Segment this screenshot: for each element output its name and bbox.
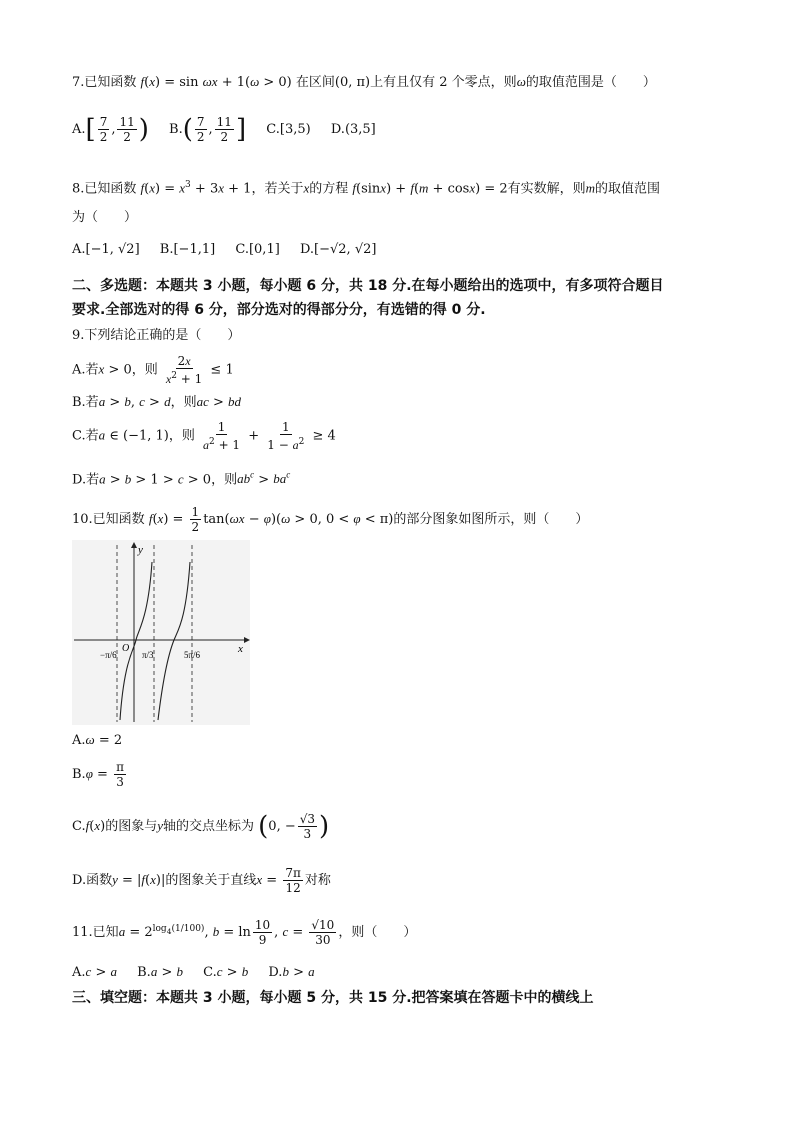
tick-neg-pi-6: −π/6 bbox=[100, 650, 117, 660]
q11-option-d: D.b > a bbox=[268, 964, 315, 980]
section-2-line1: 二、多选题：本题共 3 小题，每小题 6 分，共 18 分.在每小题给出的选项中，有多项符合题目 bbox=[72, 278, 664, 294]
tan-graph-figure bbox=[72, 540, 250, 725]
q11-option-a: A.c > a bbox=[72, 964, 117, 980]
q7-option-c: C.[3,5) bbox=[266, 122, 311, 137]
q11-stem: 11.已知$a = 2^{log_4(1/100)}$, b = ln $\frac{10}{9}$ , c = $\frac{√10}{30}$ ，则（ ） bbox=[72, 918, 417, 947]
section-2-line2: 要求.全部选对的得 6 分，部分选对的得部分分，有选错的得 0 分. bbox=[72, 302, 486, 318]
section-3-line1: 三、填空题：本题共 3 小题，每小题 5 分，共 15 分.把答案填在答题卡中的横线上 bbox=[72, 990, 594, 1006]
q8-option-d: D.[−√2, √2] bbox=[299, 242, 377, 257]
q8-option-c: C.[0,1] bbox=[235, 242, 280, 257]
q8-stem-line2: 为（ ） bbox=[72, 210, 138, 225]
q7-option-d: D.(3,5] bbox=[330, 122, 376, 137]
y-axis-arrow bbox=[131, 542, 137, 548]
q10-stem: 10.已知函数 f(x) = $\frac{1}{2}$ tan(ωx − φ)(ω > 0, 0 < φ < π)的部分图象如图所示，则（ ） bbox=[72, 505, 589, 534]
q9-option-a: A.若x > 0，则 $\frac{2x}{x^2 + 1}$ ≤ 1 bbox=[72, 354, 234, 386]
q9-option-b: B.若a > b, c > d，则ac > bd bbox=[72, 394, 242, 410]
q9-option-c: C.若a ∈ (−1, 1)，则 $\frac{1}{a^2 + 1}$ + $\frac{1}{1 - a^2}$ ≥ 4 bbox=[72, 420, 336, 452]
q10-option-b: B.φ = $\frac{\pi}{3}$ bbox=[72, 760, 124, 789]
origin-label: O bbox=[122, 643, 130, 654]
q8-stem-line1: 8.已知函数 $f(x) = x^3 + 3x + 1$，若关于x的方程 f(sinx) + f(m + cosx) = 2有实数解，则m的取值范围 bbox=[72, 180, 661, 197]
q11-option-b: B.a > b bbox=[137, 964, 183, 980]
q7-stem: 7.已知函数 f(x) = sin ωx + 1(ω > 0) 在区间(0, π)上有且仅有 2 个零点，则ω的取值范围是（ ） bbox=[72, 74, 656, 90]
q10-option-d: D.函数y = |f(x)|的图象关于直线x = $\frac{7\pi}{12}$ 对称 bbox=[72, 866, 331, 895]
q10-option-a: A.ω = 2 bbox=[72, 732, 123, 748]
q7-option-a: A.[ $\frac{7}{2}$ , $\frac{11}{2}$ ) bbox=[72, 114, 149, 145]
x-axis-arrow bbox=[244, 637, 250, 643]
q11-option-c: C.c > b bbox=[203, 964, 249, 980]
tick-5pi-6: 5π/6 bbox=[184, 650, 201, 660]
q7-options bbox=[72, 115, 392, 144]
q11-options bbox=[72, 962, 331, 983]
q9-option-d: D.若a > b > 1 > c > 0，则$ab^c > ba^c$ bbox=[72, 470, 291, 488]
q10-option-c: C.f(x)的图象与y轴的交点坐标为 (0, − $\frac{√3}{3}$ ) bbox=[72, 811, 330, 842]
q9-stem: 9.下列结论正确的是（ ） bbox=[72, 328, 241, 343]
tan-branch-2 bbox=[158, 562, 190, 720]
tan-branch-1 bbox=[120, 562, 152, 720]
q8-options bbox=[72, 240, 392, 260]
tick-pi-3: π/3 bbox=[142, 650, 154, 660]
q8-option-a: A.[−1, √2] bbox=[72, 242, 140, 257]
y-axis-label: y bbox=[138, 544, 143, 556]
x-axis-label: x bbox=[238, 643, 243, 655]
q8-option-b: B.[−1,1] bbox=[159, 242, 216, 257]
tan-graph-svg bbox=[72, 540, 250, 725]
q7-option-b: B.( $\frac{7}{2}$ , $\frac{11}{2}$ ] bbox=[169, 114, 247, 145]
